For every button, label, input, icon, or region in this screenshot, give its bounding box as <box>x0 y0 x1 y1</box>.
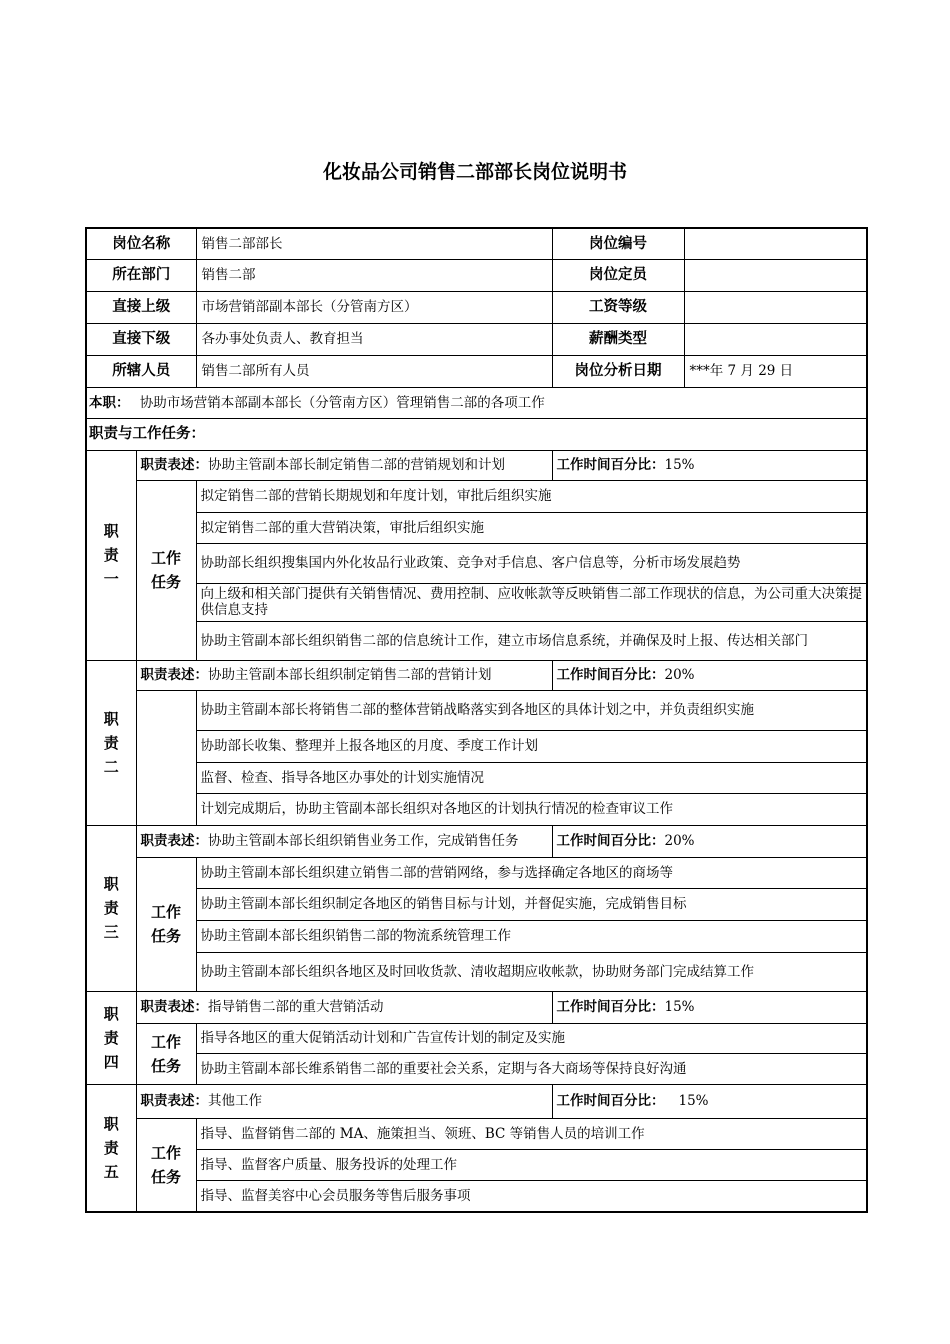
department-label: 所在部门 <box>86 259 196 291</box>
superior-value: 市场营销部副本部长（分管南方区） <box>196 291 552 323</box>
duty-name: 职 责 三 <box>86 825 136 991</box>
statement-label: 职责表述： <box>140 833 208 849</box>
time-label: 工作时间百分比： <box>556 1093 665 1109</box>
superior-label: 直接上级 <box>86 291 196 323</box>
task-label: 工作 任务 <box>136 1023 196 1084</box>
duty-statement: 其他工作 <box>208 1093 262 1109</box>
task-item: 指导、监督销售二部的 MA、施策担当、领班、BC 等销售人员的培训工作 <box>196 1118 867 1149</box>
analysis-date-label: 岗位分析日期 <box>552 355 684 387</box>
duty-name: 职 责 一 <box>86 450 136 660</box>
task-row <box>86 1118 867 1149</box>
task-item: 协助主管副本部长维系销售二部的重要社会关系，定期与各大商场等保持良好沟通 <box>196 1053 867 1084</box>
task-item: 协助主管副本部长组织销售二部的物流系统管理工作 <box>196 920 867 952</box>
time-percent: 15% <box>664 457 695 473</box>
task-row <box>86 888 867 920</box>
task-item: 协助主管副本部长组织各地区及时回收货款、清收超期应收帐款，协助财务部门完成结算工作 <box>196 952 867 991</box>
duty-statement-row <box>86 1084 867 1118</box>
task-label <box>136 690 196 825</box>
task-item: 指导、监督美容中心会员服务等售后服务事项 <box>196 1180 867 1212</box>
position-no-value <box>684 228 867 259</box>
duty-statement: 协助主管副本部长组织销售业务工作，完成销售任务 <box>208 833 519 849</box>
time-percent: 20% <box>664 833 695 849</box>
task-row <box>86 1149 867 1180</box>
jurisdiction-label: 所辖人员 <box>86 355 196 387</box>
task-row <box>86 480 867 512</box>
info-row <box>86 323 867 355</box>
task-row <box>86 952 867 991</box>
position-name-value: 销售二部部长 <box>196 228 552 259</box>
time-percent: 15% <box>678 1093 709 1109</box>
statement-label: 职责表述： <box>140 999 208 1015</box>
job-description-table <box>85 227 868 1213</box>
task-row <box>86 1053 867 1084</box>
task-item: 计划完成期后，协助主管副本部长组织对各地区的计划执行情况的检查审议工作 <box>196 793 867 825</box>
statement-label: 职责表述： <box>140 457 208 473</box>
analysis-date-value: ***年 7 月 29 日 <box>684 355 867 387</box>
wage-grade-label: 工资等级 <box>552 291 684 323</box>
task-item: 向上级和相关部门提供有关销售情况、费用控制、应收帐款等反映销售二部工作现状的信息，为公司重大决策提供信息支持 <box>196 583 867 621</box>
wage-grade-value <box>684 291 867 323</box>
statement-label: 职责表述： <box>140 1093 208 1109</box>
task-row <box>86 730 867 762</box>
subordinate-label: 直接下级 <box>86 323 196 355</box>
duty-statement: 指导销售二部的重大营销活动 <box>208 999 384 1015</box>
task-item: 协助部长组织搜集国内外化妆品行业政策、竞争对手信息、客户信息等，分析市场发展趋势 <box>196 543 867 583</box>
task-item: 拟定销售二部的重大营销决策，审批后组织实施 <box>196 512 867 543</box>
task-row <box>86 857 867 888</box>
info-row <box>86 291 867 323</box>
duty-statement-row <box>86 660 867 690</box>
task-row <box>86 1023 867 1053</box>
duty-statement: 协助主管副本部长制定销售二部的营销规划和计划 <box>208 457 505 473</box>
duty-name: 职 责 二 <box>86 660 136 825</box>
time-percent: 15% <box>664 999 695 1015</box>
position-no-label: 岗位编号 <box>552 228 684 259</box>
salary-type-value <box>684 323 867 355</box>
info-row <box>86 355 867 387</box>
duty-statement-row <box>86 825 867 857</box>
task-item: 协助主管副本部长组织建立销售二部的营销网络，参与选择确定各地区的商场等 <box>196 857 867 888</box>
salary-type-label: 薪酬类型 <box>552 323 684 355</box>
duty-name: 职 责 五 <box>86 1084 136 1212</box>
task-row <box>86 512 867 543</box>
task-item: 协助主管副本部长组织制定各地区的销售目标与计划，并督促实施，完成销售目标 <box>196 888 867 920</box>
time-label: 工作时间百分比： <box>556 457 665 473</box>
time-label: 工作时间百分比： <box>556 667 665 683</box>
core-duty-row <box>86 387 867 418</box>
task-label: 工作 任务 <box>136 1118 196 1212</box>
position-name-label: 岗位名称 <box>86 228 196 259</box>
task-row <box>86 1180 867 1212</box>
task-row <box>86 920 867 952</box>
task-row <box>86 621 867 660</box>
duty-name: 职 责 四 <box>86 991 136 1084</box>
core-duty-label: 本职： <box>89 394 130 411</box>
task-item: 协助主管副本部长组织销售二部的信息统计工作，建立市场信息系统，并确保及时上报、传达相关部门 <box>196 621 867 660</box>
task-item: 指导、监督客户质量、服务投诉的处理工作 <box>196 1149 867 1180</box>
document-title: 化妆品公司销售二部部长岗位说明书 <box>322 161 627 183</box>
department-value: 销售二部 <box>196 259 552 291</box>
core-duty-text: 协助市场营销本部副本部长（分管南方区）管理销售二部的各项工作 <box>139 394 545 411</box>
task-row <box>86 793 867 825</box>
task-item: 指导各地区的重大促销活动计划和广告宣传计划的制定及实施 <box>196 1023 867 1053</box>
staffing-label: 岗位定员 <box>552 259 684 291</box>
duty-statement: 协助主管副本部长组织制定销售二部的营销计划 <box>208 667 492 683</box>
task-item: 协助部长收集、整理并上报各地区的月度、季度工作计划 <box>196 730 867 762</box>
task-item: 拟定销售二部的营销长期规划和年度计划，审批后组织实施 <box>196 480 867 512</box>
statement-label: 职责表述： <box>140 667 208 683</box>
time-label: 工作时间百分比： <box>556 999 665 1015</box>
duties-header-row <box>86 418 867 450</box>
info-row <box>86 259 867 291</box>
duties-header: 职责与工作任务： <box>86 418 867 450</box>
staffing-value <box>684 259 867 291</box>
task-row <box>86 690 867 730</box>
subordinate-value: 各办事处负责人、教育担当 <box>196 323 552 355</box>
duty-statement-row <box>86 991 867 1023</box>
info-row <box>86 228 867 259</box>
task-row <box>86 583 867 621</box>
time-percent: 20% <box>664 667 695 683</box>
task-item: 协助主管副本部长将销售二部的整体营销战略落实到各地区的具体计划之中，并负责组织实施 <box>196 690 867 730</box>
jurisdiction-value: 销售二部所有人员 <box>196 355 552 387</box>
task-item: 监督、检查、指导各地区办事处的计划实施情况 <box>196 762 867 793</box>
task-row <box>86 543 867 583</box>
task-label: 工作 任务 <box>136 480 196 660</box>
duty-statement-row <box>86 450 867 480</box>
task-row <box>86 762 867 793</box>
task-label: 工作 任务 <box>136 857 196 991</box>
time-label: 工作时间百分比： <box>556 833 665 849</box>
